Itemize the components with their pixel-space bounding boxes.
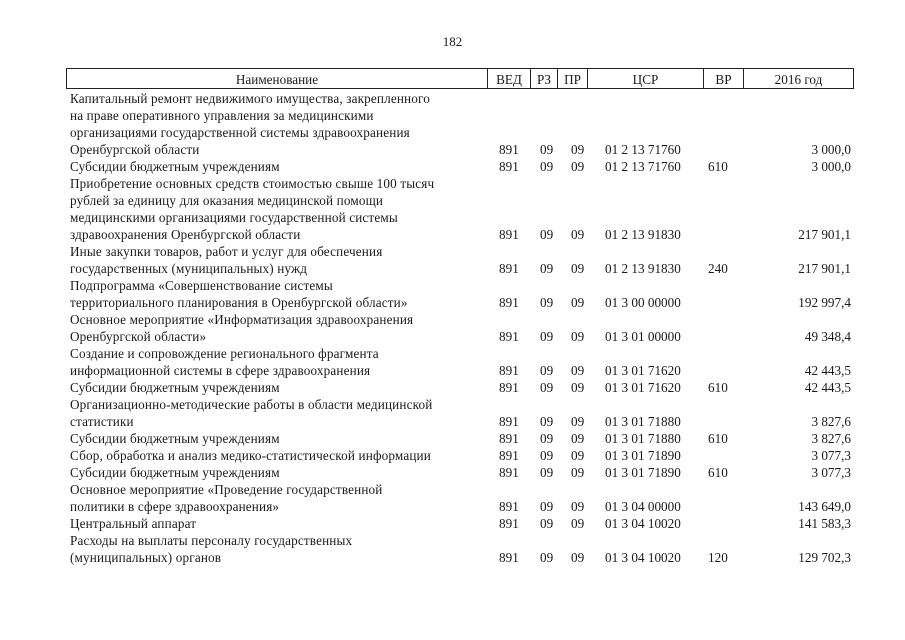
- cell-rz: 09: [540, 516, 554, 531]
- cell-amount: 42 443,5: [804, 380, 851, 395]
- cell-amount: 217 901,1: [798, 261, 851, 276]
- cell-vr: 120: [708, 550, 728, 565]
- cell-pr: 09: [571, 380, 585, 395]
- cell-csr: 01 3 04 10020: [605, 516, 681, 531]
- cell-csr: 01 2 13 91830: [605, 261, 681, 276]
- cell-ved: 891: [499, 295, 519, 310]
- cell-amount: 192 997,4: [798, 295, 851, 310]
- row-name: Основное мероприятие «Проведение государственной политики в сфере здравоохранения»: [70, 482, 383, 514]
- cell-csr: 01 2 13 91830: [605, 227, 681, 242]
- cell-pr: 09: [571, 448, 585, 463]
- row-name: Подпрограмма «Совершенствование системы территориального планирования в Оренбургской области»: [70, 278, 408, 310]
- cell-csr: 01 3 01 71620: [605, 380, 681, 395]
- cell-rz: 09: [540, 550, 554, 565]
- table-row: [0, 243, 905, 277]
- cell-vr: 610: [708, 380, 728, 395]
- table-row: [0, 464, 905, 481]
- cell-ved: 891: [499, 142, 519, 157]
- cell-csr: 01 2 13 71760: [605, 159, 681, 174]
- row-name: Расходы на выплаты персоналу государственных (муниципальных) органов: [70, 533, 353, 565]
- cell-amount: 3 077,3: [811, 465, 851, 480]
- cell-csr: 01 3 01 71890: [605, 448, 681, 463]
- table-row: [0, 532, 905, 566]
- cell-pr: 09: [571, 261, 585, 276]
- header-vr: ВР: [704, 69, 744, 88]
- header-year: 2016 год: [774, 72, 823, 87]
- cell-pr: 09: [571, 516, 585, 531]
- table-row: [0, 447, 905, 464]
- table-row: [0, 379, 905, 396]
- cell-pr: 09: [571, 295, 585, 310]
- cell-pr: 09: [571, 159, 585, 174]
- row-name: Капитальный ремонт недвижимого имущества, закрепленного на праве оперативного управления за медицинскими организациями государственной системы здравоохранения Оренбургской области: [70, 91, 430, 157]
- cell-amount: 3 000,0: [811, 142, 851, 157]
- cell-csr: 01 3 01 00000: [605, 329, 681, 344]
- cell-csr: 01 3 01 71890: [605, 465, 681, 480]
- row-name: Субсидии бюджетным учреждениям: [70, 465, 280, 480]
- table-row: [0, 158, 905, 175]
- cell-rz: 09: [540, 261, 554, 276]
- cell-rz: 09: [540, 363, 554, 378]
- table-row: [0, 481, 905, 515]
- header-rz: РЗ: [531, 69, 558, 88]
- cell-rz: 09: [540, 499, 554, 514]
- cell-rz: 09: [540, 295, 554, 310]
- cell-ved: 891: [499, 431, 519, 446]
- cell-ved: 891: [499, 363, 519, 378]
- cell-ved: 891: [499, 380, 519, 395]
- cell-csr: 01 3 01 71880: [605, 431, 681, 446]
- header-name: Наименование: [67, 69, 488, 88]
- cell-amount: 3 827,6: [811, 414, 851, 429]
- cell-vr: 610: [708, 431, 728, 446]
- table-header: [66, 68, 854, 89]
- cell-ved: 891: [499, 227, 519, 242]
- cell-rz: 09: [540, 431, 554, 446]
- table-row: [0, 311, 905, 345]
- cell-csr: 01 2 13 71760: [605, 142, 681, 157]
- cell-amount: 42 443,5: [804, 363, 851, 378]
- cell-ved: 891: [499, 448, 519, 463]
- cell-ved: 891: [499, 550, 519, 565]
- cell-rz: 09: [540, 227, 554, 242]
- row-name: Приобретение основных средств стоимостью свыше 100 тысяч рублей за единицу для оказания медицинской помощи медицинскими организациями государственной системы здравоохранения Оренбургской области: [70, 176, 435, 242]
- cell-vr: 610: [708, 159, 728, 174]
- table-body: [0, 90, 905, 566]
- cell-amount: 3 827,6: [811, 431, 851, 446]
- row-name: Создание и сопровождение регионального фрагмента информационной системы в сфере здравоохранения: [70, 346, 379, 378]
- cell-rz: 09: [540, 414, 554, 429]
- cell-csr: 01 3 04 10020: [605, 550, 681, 565]
- cell-ved: 891: [499, 414, 519, 429]
- cell-amount: 143 649,0: [798, 499, 851, 514]
- cell-pr: 09: [571, 227, 585, 242]
- cell-ved: 891: [499, 329, 519, 344]
- cell-ved: 891: [499, 465, 519, 480]
- table-row: [0, 396, 905, 430]
- row-name: Сбор, обработка и анализ медико-статистической информации: [70, 448, 431, 463]
- cell-csr: 01 3 01 71620: [605, 363, 681, 378]
- cell-pr: 09: [571, 414, 585, 429]
- cell-pr: 09: [571, 550, 585, 565]
- cell-ved: 891: [499, 516, 519, 531]
- cell-rz: 09: [540, 159, 554, 174]
- table-row: [0, 515, 905, 532]
- cell-amount: 3 000,0: [811, 159, 851, 174]
- page-number: 182: [442, 34, 463, 49]
- table-row: [0, 277, 905, 311]
- cell-rz: 09: [540, 380, 554, 395]
- cell-csr: 01 3 00 00000: [605, 295, 681, 310]
- cell-pr: 09: [571, 329, 585, 344]
- header-csr: ЦСР: [588, 69, 704, 88]
- cell-vr: 240: [708, 261, 728, 276]
- row-name: Организационно-методические работы в области медицинской статистики: [70, 397, 433, 429]
- cell-pr: 09: [571, 465, 585, 480]
- cell-amount: 49 348,4: [804, 329, 851, 344]
- header-ved: ВЕД: [488, 69, 531, 88]
- cell-pr: 09: [571, 431, 585, 446]
- header-pr: ПР: [558, 69, 588, 88]
- row-name: Центральный аппарат: [70, 516, 197, 531]
- cell-pr: 09: [571, 363, 585, 378]
- cell-rz: 09: [540, 329, 554, 344]
- cell-rz: 09: [540, 465, 554, 480]
- cell-rz: 09: [540, 448, 554, 463]
- cell-csr: 01 3 01 71880: [605, 414, 681, 429]
- row-name: Основное мероприятие «Информатизация здравоохранения Оренбургской области»: [70, 312, 414, 344]
- row-name: Субсидии бюджетным учреждениям: [70, 380, 280, 395]
- cell-ved: 891: [499, 499, 519, 514]
- table-row: [0, 430, 905, 447]
- cell-pr: 09: [571, 499, 585, 514]
- row-name: Субсидии бюджетным учреждениям: [70, 431, 280, 446]
- table-row: [0, 345, 905, 379]
- cell-amount: 129 702,3: [798, 550, 851, 565]
- cell-amount: 217 901,1: [798, 227, 851, 242]
- cell-ved: 891: [499, 261, 519, 276]
- cell-vr: 610: [708, 465, 728, 480]
- cell-pr: 09: [571, 142, 585, 157]
- row-name: Субсидии бюджетным учреждениям: [70, 159, 280, 174]
- row-name: Иные закупки товаров, работ и услуг для обеспечения государственных (муниципальных) нужд: [70, 244, 383, 276]
- cell-rz: 09: [540, 142, 554, 157]
- cell-ved: 891: [499, 159, 519, 174]
- cell-csr: 01 3 04 00000: [605, 499, 681, 514]
- table-row: [0, 90, 905, 158]
- cell-amount: 3 077,3: [811, 448, 851, 463]
- cell-amount: 141 583,3: [798, 516, 851, 531]
- table-row: [0, 175, 905, 243]
